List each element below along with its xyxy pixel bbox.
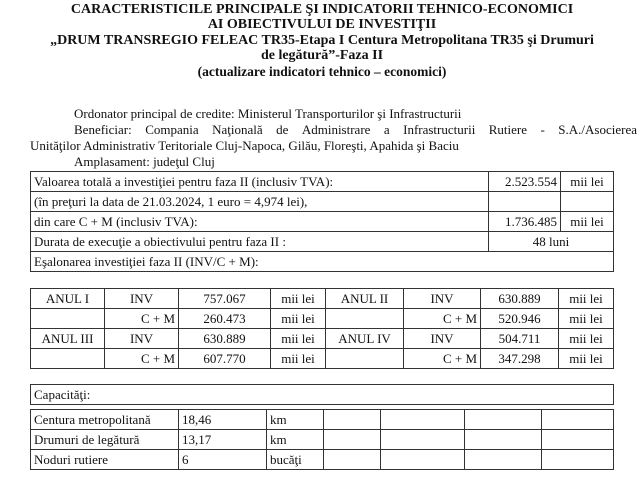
cm-value: 1.736.485 bbox=[489, 212, 561, 232]
beneficiar-word: a bbox=[383, 122, 390, 137]
year-name: ANUL IV bbox=[326, 329, 404, 349]
document-title-line-1: CARACTERISTICILE PRINCIPALE ŞI INDICATORII TEHNICO-ECONOMICI bbox=[70, 2, 574, 17]
inv-label: INV bbox=[404, 289, 481, 309]
unit: mii lei bbox=[271, 329, 326, 349]
beneficiar-line bbox=[74, 122, 637, 137]
capacitate-value: 13,17 bbox=[179, 430, 267, 450]
table-row bbox=[31, 385, 614, 405]
capacitate-unit: km bbox=[267, 430, 324, 450]
esalonare-label: Eşalonarea investiţiei faza II (INV/C + M): bbox=[31, 252, 614, 272]
year-name: ANUL II bbox=[326, 289, 404, 309]
cm-label: C + M bbox=[404, 309, 481, 329]
table-row bbox=[31, 192, 614, 212]
cm-unit: mii lei bbox=[561, 212, 614, 232]
year-name: ANUL I bbox=[31, 289, 105, 309]
unit: mii lei bbox=[559, 329, 614, 349]
document-title-line-3: „DRUM TRANSREGIO FELEAC TR35-Etapa I Centura Metropolitana TR35 şi Drumuri bbox=[50, 33, 594, 48]
cm-value: 607.770 bbox=[179, 349, 271, 369]
capacitate-unit: km bbox=[267, 410, 324, 430]
amplasament-line: Amplasament: judeţul Cluj bbox=[74, 154, 215, 169]
capacitate-name: Drumuri de legătură bbox=[31, 430, 179, 450]
cm-value: 260.473 bbox=[179, 309, 271, 329]
inv-label: INV bbox=[105, 329, 179, 349]
unit: mii lei bbox=[559, 349, 614, 369]
inv-label: INV bbox=[105, 289, 179, 309]
valoare-table bbox=[30, 171, 614, 272]
unit: mii lei bbox=[271, 349, 326, 369]
document-title-line-2: AI OBIECTIVULUI DE INVESTIŢII bbox=[207, 17, 437, 32]
unit: mii lei bbox=[559, 289, 614, 309]
capacitate-name: Centura metropolitană bbox=[31, 410, 179, 430]
beneficiar-word: Naţională bbox=[212, 122, 263, 137]
table-row bbox=[31, 309, 614, 329]
capacitate-value: 18,46 bbox=[179, 410, 267, 430]
unit: mii lei bbox=[271, 289, 326, 309]
beneficiar-word: Administrare bbox=[301, 122, 371, 137]
preturi-note: (în preţuri la data de 21.03.2024, 1 euro = 4,974 lei), bbox=[31, 192, 489, 212]
capacitate-value: 6 bbox=[179, 450, 267, 470]
inv-value: 630.889 bbox=[179, 329, 271, 349]
year-name: ANUL III bbox=[31, 329, 105, 349]
beneficiar-word: de bbox=[276, 122, 289, 137]
document-title-line-4: de legătură”-Faza II bbox=[260, 48, 384, 63]
beneficiar-word: Rutiere bbox=[488, 122, 528, 137]
valoare-label: Valoarea totală a investiţiei pentru faza II (inclusiv TVA): bbox=[31, 172, 489, 192]
inv-value: 504.711 bbox=[481, 329, 559, 349]
table-row bbox=[31, 212, 614, 232]
table-row bbox=[31, 329, 614, 349]
table-row bbox=[31, 349, 614, 369]
beneficiar-word: S.A./Asocierea bbox=[558, 122, 637, 137]
cm-label: C + M bbox=[404, 349, 481, 369]
beneficiar-word: Infrastructurii bbox=[403, 122, 476, 137]
beneficiar-word: Beneficiar: bbox=[74, 122, 132, 137]
cm-value: 347.298 bbox=[481, 349, 559, 369]
beneficiar-word: Compania bbox=[145, 122, 199, 137]
inv-label: INV bbox=[404, 329, 481, 349]
ordonator-line: Ordonator principal de credite: Ministerul Transporturilor şi Infrastructurii bbox=[74, 106, 462, 121]
capacitate-name: Noduri rutiere bbox=[31, 450, 179, 470]
unit: mii lei bbox=[271, 309, 326, 329]
table-row bbox=[31, 252, 614, 272]
cm-label: din care C + M (inclusiv TVA): bbox=[31, 212, 489, 232]
unit: mii lei bbox=[559, 309, 614, 329]
esalonare-table bbox=[30, 288, 614, 369]
table-row bbox=[31, 410, 614, 430]
cm-label: C + M bbox=[105, 349, 179, 369]
cm-value: 520.946 bbox=[481, 309, 559, 329]
inv-value: 757.067 bbox=[179, 289, 271, 309]
beneficiar-continuation: Unităţilor Administrativ Teritoriale Cluj-Napoca, Gilău, Floreşti, Apahida şi Baciu bbox=[30, 138, 459, 153]
valoare-value: 2.523.554 bbox=[489, 172, 561, 192]
table-row bbox=[31, 430, 614, 450]
capacitati-table bbox=[30, 384, 614, 470]
capacitate-unit: bucăţi bbox=[267, 450, 324, 470]
document-subtitle: (actualizare indicatori tehnico – economici) bbox=[197, 64, 447, 79]
valoare-unit: mii lei bbox=[561, 172, 614, 192]
inv-value: 630.889 bbox=[481, 289, 559, 309]
table-row bbox=[31, 172, 614, 192]
beneficiar-word: - bbox=[540, 122, 545, 137]
durata-label: Durata de execuţie a obiectivului pentru faza II : bbox=[31, 232, 489, 252]
durata-value: 48 luni bbox=[489, 232, 614, 252]
table-row bbox=[31, 289, 614, 309]
capacitati-label: Capacităţi: bbox=[31, 385, 614, 405]
cm-label: C + M bbox=[105, 309, 179, 329]
table-row bbox=[31, 232, 614, 252]
table-row bbox=[31, 450, 614, 470]
